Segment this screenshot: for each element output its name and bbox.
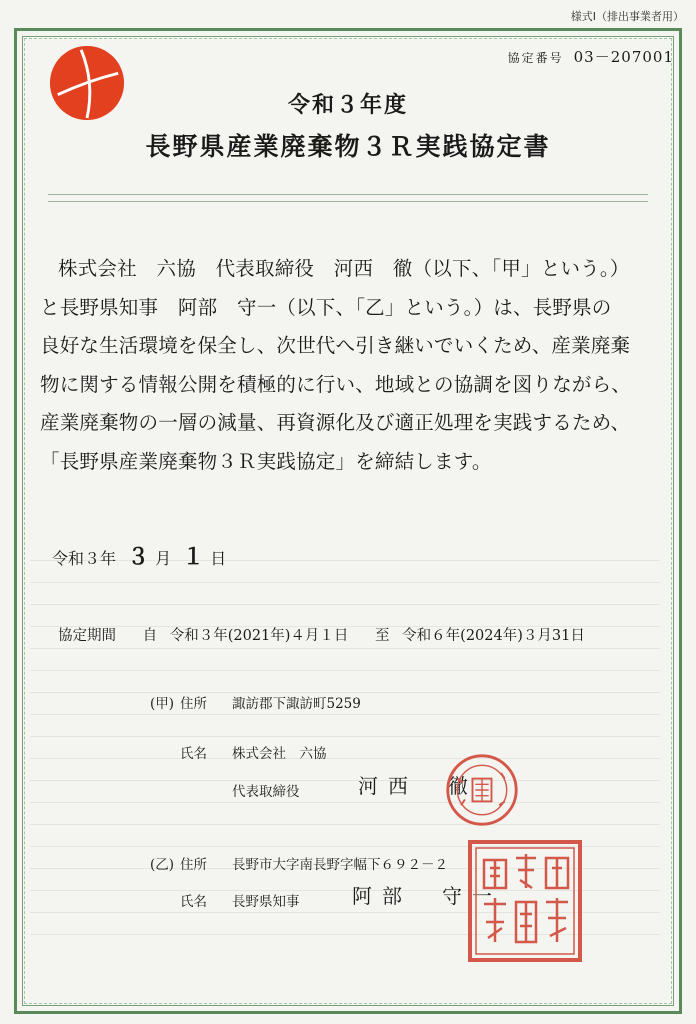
date-era: 令和３年 [52,549,117,568]
period-from-label: 自 [142,628,158,644]
certificate-number-label: 協定番号 [507,51,564,65]
document-title: 長野県産業廃棄物３Ｒ実践協定書 [145,132,551,161]
title-divider [48,194,648,202]
year-title: 令和３年度 [287,92,408,118]
body-line: 株式会社 六協 代表取締役 河西 徹（以下、「甲」という。） [58,257,630,280]
party-a-signature: 河西 徹 [358,774,478,798]
agreement-body [40,250,652,482]
party-a-address-label: 住所 [180,696,207,712]
body-line: 「長野県産業廃棄物３Ｒ実践協定」を締結します。 [40,449,492,473]
party-b-address: 長野市大字南長野字幅下６９２－２ [232,857,448,873]
date-month: ３ [127,544,150,570]
form-label: 様式Ⅰ（排出事業者用） [570,10,684,23]
party-b-address-label: 住所 [180,857,207,873]
party-a-title: 代表取締役 [232,784,300,800]
agreement-date [52,540,226,571]
period-to: 令和６年(2024年)３月31日 [402,628,585,644]
agreement-period [58,624,593,645]
body-line: 物に関する情報公開を積極的に行い、地域との協調を図りながら、 [40,372,632,396]
date-day-unit: 日 [210,549,227,568]
company-round-seal-icon [444,752,520,828]
period-label: 協定期間 [58,628,116,644]
party-b-name: 長野県知事 [232,894,300,910]
certificate-number-value: 03－207001 [573,48,674,66]
party-b-tag: (乙) [150,857,175,873]
date-day: １ [182,544,205,570]
body-line: 産業廃棄物の一層の減量、再資源化及び適正処理を実践するため、 [40,411,631,435]
body-line: と長野県知事 阿部 守一（以下、「乙」という。）は、長野県の [40,295,612,319]
party-a-name-label: 氏名 [180,746,207,762]
body-line: 良好な生活環境を保全し、次世代へ引き継いでいくため、産業廃棄 [40,334,631,358]
period-to-label: 至 [375,628,390,644]
party-b-signature: 阿部 守一 [352,884,502,908]
governor-square-seal-icon [466,838,584,964]
party-b-name-label: 氏名 [180,894,207,910]
certificate-number [508,46,674,67]
party-a-tag: (甲) [150,696,175,712]
party-a-address: 諏訪郡下諏訪町5259 [232,696,361,712]
period-from: 令和３年(2021年)４月１日 [169,628,349,644]
date-month-unit: 月 [155,549,172,568]
party-a-name: 株式会社 六協 [232,746,327,762]
